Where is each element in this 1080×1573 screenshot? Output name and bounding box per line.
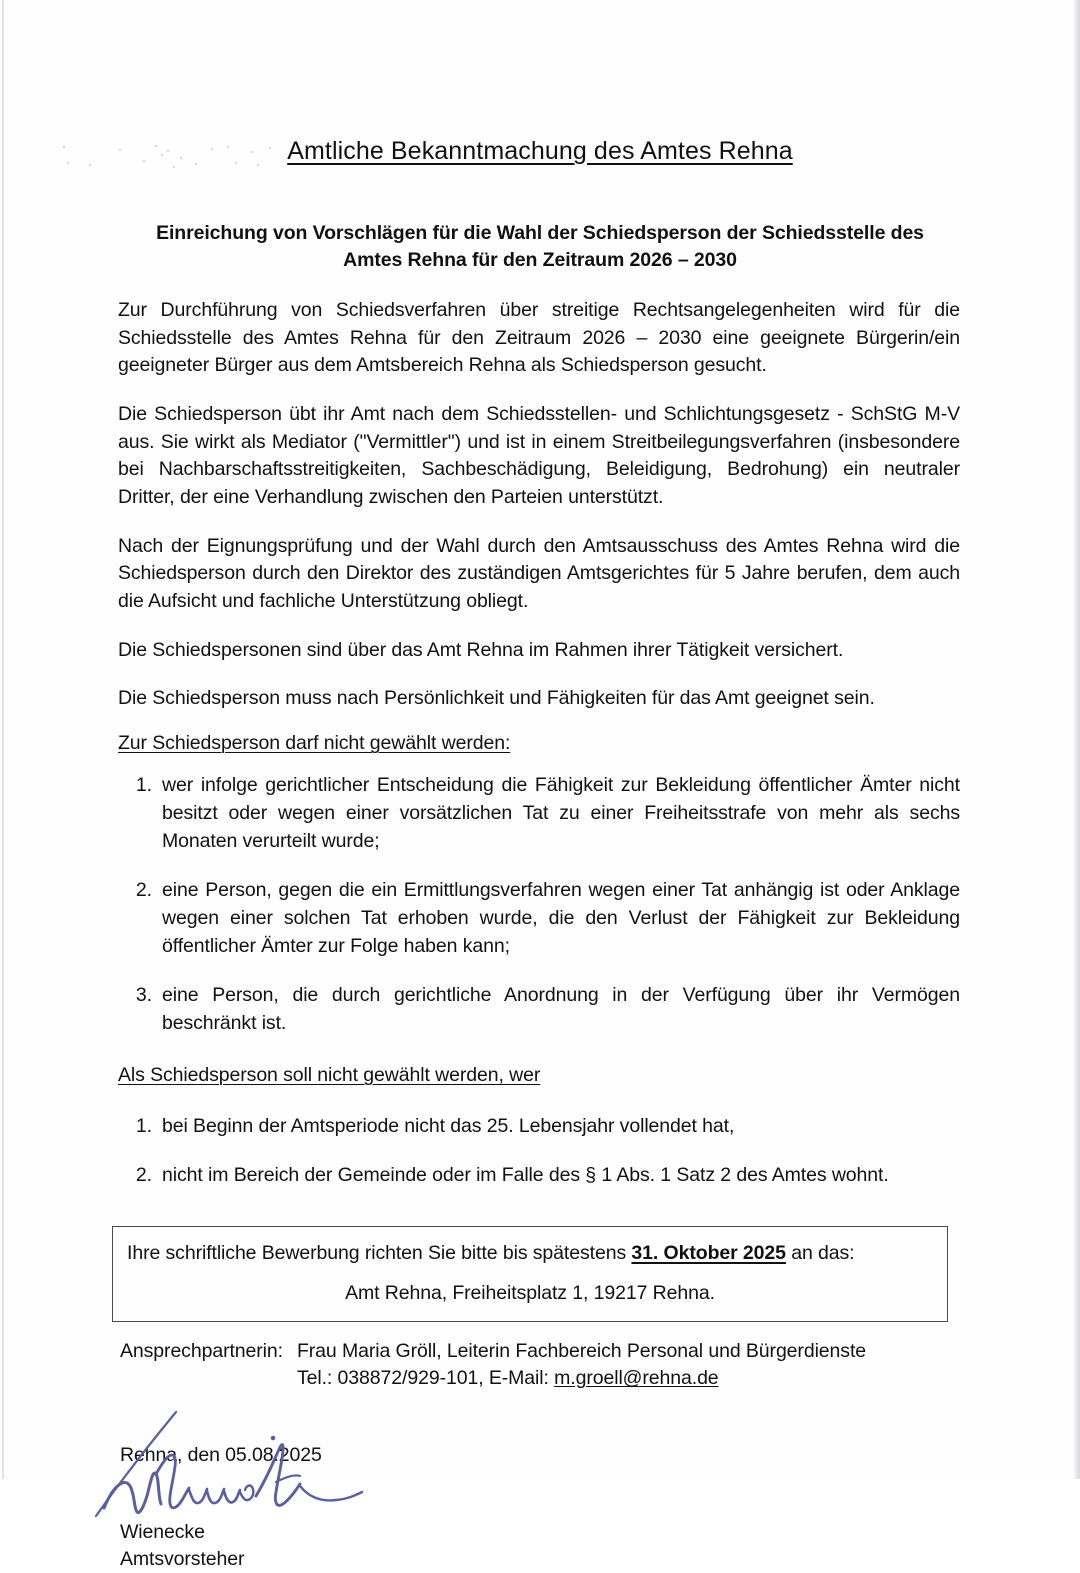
list-item [118, 772, 960, 855]
list-item-text: bei Beginn der Amtsperiode nicht das 25. Lebensjahr vollendet hat, [162, 1114, 735, 1137]
contact-label: Ansprechpartnerin: [120, 1340, 283, 1363]
contact-email[interactable]: m.groell@rehna.de [554, 1367, 719, 1390]
list-item [118, 877, 960, 960]
list-item [118, 982, 960, 1037]
should-not-be-elected-list [118, 1113, 960, 1190]
exclusion-criteria-list [118, 772, 960, 1038]
subtitle-line-1: Einreichung von Vorschlägen für die Wahl der Schiedsperson der Schiedsstelle des [156, 221, 924, 244]
list-item-marker: 1. [135, 1114, 152, 1137]
heading-exclusion-criteria-text: Zur Schiedsperson darf nicht gewählt werden: [118, 732, 511, 755]
subtitle-line-2: Amtes Rehna für den Zeitraum 2026 – 2030 [343, 249, 737, 272]
list-item-marker: 2. [135, 879, 152, 902]
heading-should-not-be-elected [118, 1064, 960, 1087]
document-body [118, 297, 960, 1190]
paragraph-insurance: Die Schiedspersonen sind über das Amt Rehna im Rahmen ihrer Tätigkeit versichert. [118, 638, 844, 661]
contact-phone: Tel.: 038872/929-101, E-Mail: [296, 1367, 555, 1390]
list-item [118, 1162, 960, 1190]
page-title [0, 138, 1080, 166]
list-item-marker: 1. [135, 774, 152, 797]
deadline-text-before: Ihre schriftliche Bewerbung richten Sie bitte bis spätestens [127, 1242, 632, 1264]
heading-exclusion-criteria [118, 732, 960, 755]
document-subtitle [112, 220, 968, 275]
list-item-text: eine Person, gegen die ein Ermittlungsverfahren wegen einer Tat anhängig ist oder Anklage wegen einer solchen Tat erhoben wurde, die den Verlust der Fähigkeit zur Bekleidung öffentlicher Ämter zur Folge haben kann; [162, 879, 960, 957]
list-item-text: eine Person, die durch gerichtliche Anordnung in der Verfügung über ihr Vermögen beschränkt ist. [162, 984, 960, 1034]
signatory-name: Wienecke [120, 1521, 205, 1544]
deadline-text-after: an das: [785, 1242, 855, 1264]
list-item [118, 1113, 960, 1141]
paragraph-role-description: Die Schiedsperson übt ihr Amt nach dem Schiedsstellen- und Schlichtungsgesetz - SchStG M-V aus. Sie wirkt als Mediator ("Vermittler") und ist in einem Streitbeilegungsverfahren (insbesondere bei Nachbarschaftsstreitigkeiten, Sachbeschädigung, Beleidigung, Bedrohung) ein neutraler Dritter, der eine Verhandlung zwischen den Parteien unterstützt. [118, 402, 960, 508]
deadline-sentence [127, 1240, 933, 1266]
contact-name: Frau Maria Gröll, Leiterin Fachbereich Personal und Bürgerdienste [296, 1340, 867, 1363]
list-item-marker: 3. [135, 984, 152, 1007]
list-item-marker: 2. [135, 1164, 152, 1187]
page-title-text: Amtliche Bekanntmachung des Amtes Rehna [287, 137, 793, 165]
signature-block [120, 1442, 1080, 1573]
handwritten-signature-icon [90, 1404, 390, 1534]
paragraph-appointment: Nach der Eignungsprüfung und der Wahl durch den Amtsausschuss des Amtes Rehna wird die Schiedsperson durch den Direktor des zuständigen Amtsgerichtes für 5 Jahre berufen, dem auch die Aufsicht und fachliche Unterstützung obliegt. [118, 534, 960, 613]
contact-phone-email [297, 1365, 866, 1392]
heading-should-not-be-elected-text: Als Schiedsperson soll nicht gewählt werden, wer [118, 1063, 541, 1086]
deadline-date: 31. Oktober 2025 [631, 1242, 786, 1264]
application-address: Amt Rehna, Freiheitsplatz 1, 19217 Rehna. [345, 1282, 715, 1305]
contact-details [297, 1338, 866, 1392]
contact-block [120, 1338, 1080, 1392]
paragraph-intro: Zur Durchführung von Schiedsverfahren über streitige Rechtsangelegenheiten wird für die Schiedsstelle des Amtes Rehna für den Zeitraum 2026 – 2030 eine geeignete Bürgerin/ein geeigneter Bürger aus dem Amtsbereich Rehna als Schiedsperson gesucht. [118, 298, 960, 377]
paragraph-suitability: Die Schiedsperson muss nach Persönlichkeit und Fähigkeiten für das Amt geeignet sein. [118, 687, 875, 710]
list-item-text: wer infolge gerichtlicher Entscheidung die Fähigkeit zur Bekleidung öffentlicher Ämter nicht besitzt oder wegen einer vorsätzlichen Tat zu einer Freiheitsstrafe von mehr als sechs Monaten verurteilt wurde; [162, 774, 960, 852]
signature-place-date: Rehna, den 05.08.2025 [120, 1444, 322, 1467]
application-deadline-box [112, 1226, 948, 1322]
signatory-role: Amtsvorsteher [120, 1547, 245, 1570]
list-item-text: nicht im Bereich der Gemeinde oder im Falle des § 1 Abs. 1 Satz 2 des Amtes wohnt. [162, 1164, 889, 1187]
